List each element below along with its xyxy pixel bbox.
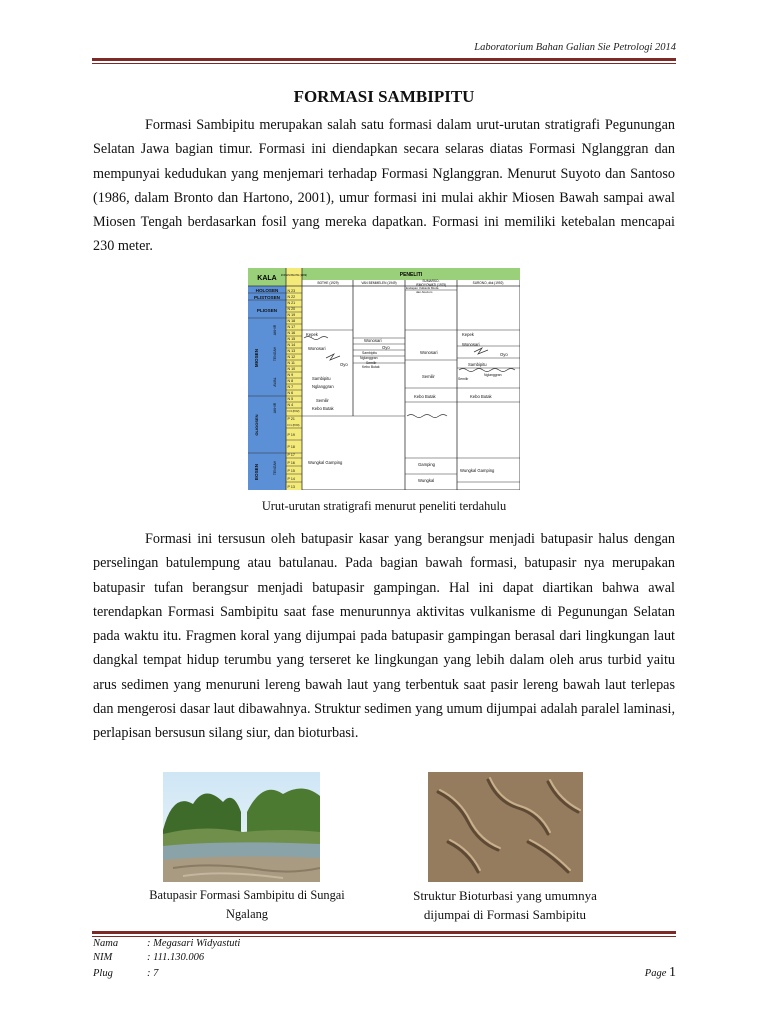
- photo2-caption-line1: Struktur Bioturbasi yang umumnya: [413, 888, 597, 903]
- zone-label: P 17: [287, 453, 295, 457]
- page-title: FORMASI SAMBIPITU: [293, 87, 475, 106]
- zone-label: N 5: [287, 397, 294, 401]
- col4-unit: Kebo Butak: [470, 394, 492, 399]
- col3-unit: Kebo Butak: [414, 394, 436, 399]
- photo2-caption-line2: dijumpai di Formasi Sambipitu: [423, 907, 587, 922]
- footer-nama: [93, 938, 240, 949]
- zone-label: N 4: [287, 403, 294, 407]
- sub-epoch-tengah-2: TENGAH: [273, 460, 277, 476]
- page-label: Page: [644, 968, 667, 979]
- paragraph-2-text: Formasi ini tersusun oleh batupasir kasar yang berangsur menjadi batupasir halus dengan perselingan batulempung atau batulanau. Pada bagian bawah formasi, batupasir nya merupakan batupasir tufan berangsur menjadi batupasir gampingan. Hal ini dapat diartikan bahwa awal terendapkan Formasi Sambipitu saat fase menurunnya aktivitas vulkanisme di Pegunungan Selatan pada waktu itu. Fragmen koral yang dijumpai pada batupasir gampingan berasal dari lingkungan laut dangkal tempat hidup terumbu yang terseret ke lingkungan yang lebih dalam oleh arus turbid yaitu arus sedimen yang menuruni lereng bawah laut yang terbentuk saat pasir lereng bawah laut terlepas dan mengerosi dasar laut dibawahnya. Struktur sedimen yang umum dijumpai adalah paralel laminasi, perlapisan bersusun silang siur, dan bioturbasi.: [93, 531, 675, 742]
- col3-unit: Wungkal: [418, 478, 435, 483]
- footer-plug: [93, 968, 158, 979]
- photo1-caption: [126, 886, 368, 924]
- col3-unit: dan Aluvium: [416, 290, 433, 294]
- paragraph-1: [93, 113, 675, 259]
- col4-unit: Wonosari: [462, 342, 480, 347]
- col3-unit: Semilir: [422, 374, 435, 379]
- col1-unit: Nglanggran: [312, 384, 334, 389]
- stratigraphy-table: [248, 268, 520, 490]
- zone-label: N 18: [287, 319, 296, 323]
- zone-label: N 22: [287, 295, 296, 299]
- col3-unit: Endapan Vulkanik Muda: [406, 286, 439, 290]
- footer-rule-thin: [92, 936, 676, 937]
- stratigraphy-figure: [248, 268, 520, 490]
- zone-label: N 11: [287, 361, 295, 365]
- researcher-3a: SUMARSO-: [422, 279, 440, 283]
- col2-unit: Kebo Butak: [362, 365, 380, 369]
- nim-label: NIM: [93, 952, 113, 963]
- sub-epoch-akhir: AKHIR: [273, 324, 277, 336]
- footer-rule: [92, 931, 676, 934]
- zone-label: N 16: [287, 331, 296, 335]
- zone-label: P 19: [287, 433, 295, 437]
- header-rule-thin: [92, 63, 676, 64]
- paragraph-1-text: Formasi Sambipitu merupakan salah satu formasi dalam urut-urutan stratigrafi Pegunungan Selatan Jawa bagian timur. Formasi ini diendapkan secara selaras diatas Formasi Nglanggran dan mempunyai kedudukan yang menjemari terhadap Formasi Nglanggran. Menurut Suyoto dan Santoso (1986, dalam Bronto dan Hartono, 2001), umur formasi ini mulai akhir Miosen Bawah sampai awal Miosen Tengah berdasarkan fosil yang mereka dapatkan. Formasi ini memiliki ketebalan mencapai 230 meter.: [93, 117, 675, 255]
- col4-unit: Kepek: [462, 332, 474, 337]
- epoch-holosen: HOLOSEN: [255, 288, 279, 293]
- researcher-4: SURONO, dkk (1992): [472, 281, 504, 285]
- zone-label: N 9: [287, 373, 294, 377]
- researcher-2: VAN BEMMELEN (1949): [361, 281, 397, 285]
- col2-unit: Oyo: [382, 345, 390, 350]
- paragraph-2: [93, 527, 675, 746]
- zone-label: N 6: [287, 391, 294, 395]
- zone-label: N 17: [287, 325, 296, 329]
- river-outcrop-photo: [163, 772, 320, 882]
- zone-label: N 10: [287, 367, 296, 371]
- col4-unit: Nglanggran: [484, 373, 502, 377]
- col4-unit: Sambipitu: [468, 362, 487, 367]
- zone-label: N 12: [287, 355, 296, 359]
- col4-unit: Oyo: [500, 352, 508, 357]
- zone-label: P 13: [287, 485, 295, 489]
- epoch-plistosen: PLISTOSEN: [254, 295, 280, 300]
- zonasi-header: ZONASI BLOW (1969): [280, 274, 308, 277]
- sub-epoch-tengah: TENGAH: [273, 346, 277, 362]
- header-rule: [92, 58, 676, 61]
- footer-nim: [93, 952, 204, 963]
- zone-label: N 21: [287, 301, 296, 305]
- col3-unit: Wonosari: [420, 350, 438, 355]
- col1-unit: Sambipitu: [312, 376, 331, 381]
- photo1-caption-line2: Ngalang: [226, 907, 268, 921]
- bioturbation-photo: [428, 772, 583, 882]
- zone-label: P 14: [287, 477, 295, 481]
- col1-unit: Kebo Butak: [312, 406, 334, 411]
- col4-unit: Semilir: [458, 377, 469, 381]
- zone-label: N 14: [287, 343, 296, 347]
- col1-unit: Kepek: [306, 332, 318, 337]
- kala-header: KALA: [257, 275, 277, 282]
- epoch-pliosen: PLIOSEN: [256, 308, 278, 313]
- zone-label: P 16: [287, 461, 295, 465]
- page-number-value: 1: [669, 965, 676, 980]
- plug-value: : 7: [147, 968, 159, 979]
- zone-label: N 3 (P22): [287, 409, 300, 413]
- col2-unit: Semilir: [366, 361, 377, 365]
- zone-label: N 15: [287, 337, 296, 341]
- photo1-caption-line1: Batupasir Formasi Sambipitu di Sungai: [149, 888, 345, 902]
- researcher-1: BOTHE (1929): [317, 281, 339, 285]
- col2-unit: Nglanggran: [360, 356, 378, 360]
- col3-unit: Gamping: [418, 462, 435, 467]
- col1-unit: Semilir: [316, 398, 329, 403]
- zone-label: P 21: [287, 417, 295, 421]
- zone-label: P 15: [287, 469, 295, 473]
- zone-label: N 1 (P20): [287, 423, 300, 427]
- zone-label: N 8: [287, 379, 294, 383]
- peneliti-header: PENELITI: [399, 272, 423, 278]
- col1-unit: Oyo: [340, 362, 348, 367]
- epoch-oligosen: OLIGOSEN: [254, 414, 259, 436]
- nim-value: : 111.130.006: [147, 952, 205, 963]
- photo2-caption: [390, 886, 620, 924]
- col1-unit: Wungkal Gamping: [308, 460, 343, 465]
- sub-epoch-awal: AWAL: [273, 377, 277, 387]
- nama-value: : Megasari Widyastuti: [147, 938, 241, 949]
- zone-label: N 13: [287, 349, 296, 353]
- col2-unit: Wonosari: [364, 338, 382, 343]
- researcher-3b: ISMOYOWATI (1975): [415, 283, 447, 287]
- page-number: [645, 965, 676, 981]
- col1-unit: Wonosari: [308, 346, 326, 351]
- col2-unit: Sambipitu: [362, 351, 378, 355]
- zone-label: N 7: [287, 385, 294, 389]
- sub-epoch-akhir-2: AKHIR: [273, 402, 277, 414]
- plug-label: Plug: [93, 968, 113, 979]
- col4-unit: Wungkal Gamping: [460, 468, 495, 473]
- figure-caption: Urut-urutan stratigrafi menurut peneliti terdahulu: [261, 499, 507, 513]
- nama-label: Nama: [93, 938, 119, 949]
- zone-label: P 18: [287, 445, 295, 449]
- zone-label: N 20: [287, 307, 296, 311]
- header-text: Laboratorium Bahan Galian Sie Petrologi 2014: [474, 42, 676, 53]
- epoch-eosen: EOSEN: [254, 463, 259, 481]
- epoch-miosen: MIOSEN: [254, 348, 259, 368]
- zone-label: N 23: [287, 289, 296, 293]
- zone-label: N 19: [287, 313, 296, 317]
